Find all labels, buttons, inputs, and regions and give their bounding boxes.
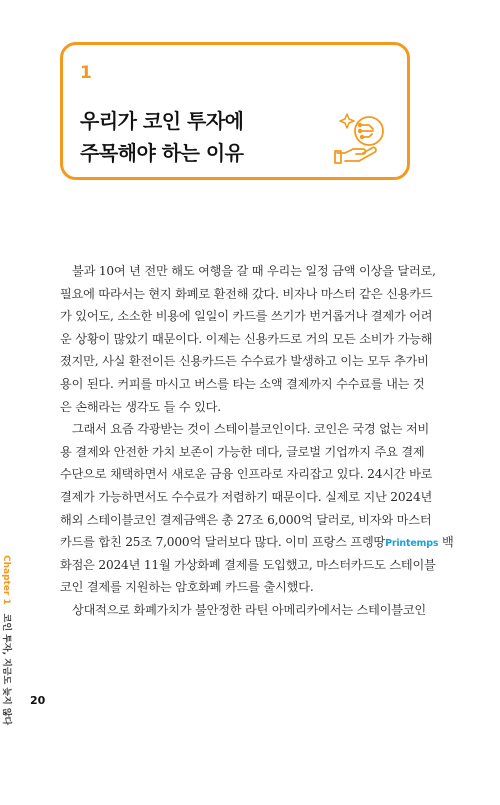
paragraph-2-line: 화점은 2024년 11월 가상화폐 결제를 도입했고, 마스터카드도 스테이블 [60, 557, 436, 572]
part-title: 코인 투자, 지금도 늦지 않다 [1, 613, 11, 726]
paragraph-1-line: 운 상황이 많았기 때문이다. 이제는 신용카드로 거의 모든 소비가 가능해 [60, 331, 433, 346]
page-number: 20 [30, 694, 46, 707]
paragraph-2-line: 용 결제와 안전한 가치 보존이 가능한 데다, 글로벌 기업까지 주요 결제 [60, 444, 425, 459]
paragraph-2-line: 그래서 요즘 각광받는 것이 스테이블코인이다. 코인은 국경 없는 저비 [72, 422, 430, 437]
paragraph-1-line: 졌지만, 사실 환전이든 신용카드든 수수료가 발생하고 이는 모두 추가비 [60, 354, 429, 369]
paragraph-2-line: 코인 결제를 지원하는 암호화폐 카드를 출시했다. [60, 580, 314, 595]
paragraph-1-line: 불과 10여 년 전만 해도 여행을 갈 때 우리는 일정 금액 이상을 달러로, [72, 264, 436, 278]
paragraph-2-line-text: 카드를 합친 25조 7,000억 달러보다 많다. 이미 프랑스 프렝땅 [60, 535, 386, 550]
brand-name: Printemps [385, 538, 439, 550]
paragraph-1-line: 가 있어도, 소소한 비용에 일일이 카드를 쓰기가 번거롭거나 결제가 어려 [60, 309, 433, 324]
chapter-title-line-1: 우리가 코인 투자에 [80, 109, 244, 133]
chapter-number: 1 [80, 63, 92, 83]
paragraph-1-line: 필요에 따라서는 현지 화폐로 환전해 갔다. 비자나 마스터 같은 신용카드 [60, 286, 433, 301]
hand-holding-coin-icon [333, 109, 395, 167]
chapter-header-box [60, 42, 410, 180]
chapter-label: Chapter 1 [1, 555, 11, 605]
paragraph-2-line-end: 백 [438, 535, 454, 550]
paragraph-2-line: 결제가 가능하면서도 수수료가 저렴하기 때문이다. 실제로 지난 2024년 [60, 489, 433, 504]
body-text [60, 260, 454, 622]
paragraph-3-line: 상대적으로 화폐가치가 불안정한 라틴 아메리카에서는 스테이블코인 [72, 602, 426, 617]
paragraph-1-line: 은 손해라는 생각도 들 수 있다. [60, 399, 221, 414]
chapter-side-label [0, 555, 14, 805]
paragraph-2-line-with-brand [60, 531, 454, 554]
paragraph-2-line: 수단으로 채택하면서 새로운 금융 인프라로 자리잡고 있다. 24시간 바로 [60, 467, 433, 482]
chapter-title-line-2: 주목해야 하는 이유 [80, 141, 244, 165]
paragraph-1-line: 용이 된다. 커피를 마시고 버스를 타는 소액 결제까지 수수료를 내는 것 [60, 376, 425, 391]
brand-note [385, 531, 453, 554]
chapter-title [80, 105, 244, 169]
paragraph-2-line: 해외 스테이블코인 결제금액은 총 27조 6,000억 달러로, 비자와 마스터 [60, 512, 432, 527]
